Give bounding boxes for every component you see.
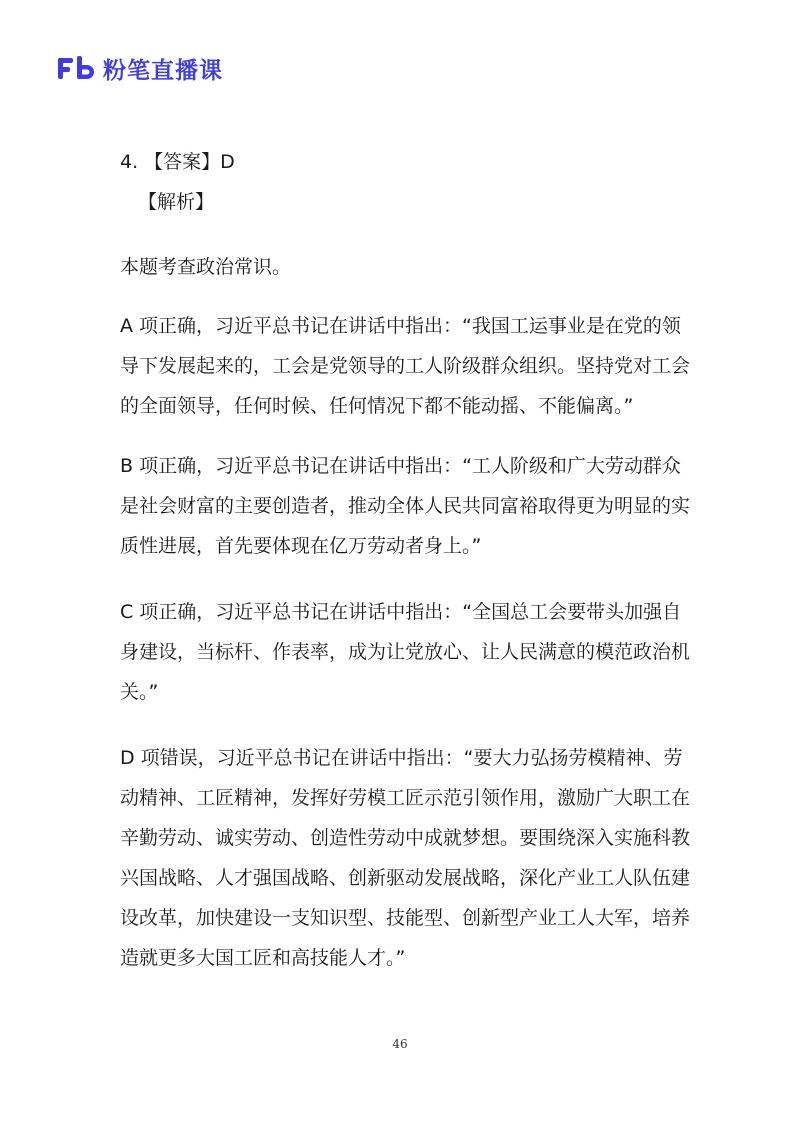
paragraph-line: 造就更多大国工匠和高技能人才。” <box>120 947 406 969</box>
logo-text: 粉笔直播课 <box>103 57 223 84</box>
paragraph-line: 的全面领导，任何时候、任何情况下都不能动摇、不能偏离。” <box>120 395 634 417</box>
analysis-label: 【解析】 <box>138 191 215 213</box>
paragraph-line: 关。” <box>120 681 159 703</box>
page-number: 46 <box>392 1037 408 1051</box>
brand-logo <box>57 52 223 84</box>
paragraph-line: A 项正确，习近平总书记在讲话中指出：“我国工运事业是在党的领 <box>120 315 681 337</box>
paragraph-line: 质性进展，首先要体现在亿万劳动者身上。” <box>120 535 482 557</box>
fb-logo-icon <box>57 55 99 81</box>
paragraph-line: 兴国战略、人才强国战略、创新驱动发展战略，深化产业工人队伍建 <box>120 867 691 889</box>
paragraph-line: C 项正确，习近平总书记在讲话中指出：“全国总工会要带头加强自 <box>120 601 682 623</box>
paragraph-line: 设改革，加快建设一支知识型、技能型、创新型产业工人大军，培养 <box>120 907 691 929</box>
paragraph-line: D 项错误，习近平总书记在讲话中指出：“要大力弘扬劳模精神、劳 <box>120 747 683 769</box>
intro-line: 本题考查政治常识。 <box>120 256 292 278</box>
paragraph-line: 身建设，当标杆、作表率，成为让党放心、让人民满意的模范政治机 <box>120 641 691 663</box>
paragraph-line: 辛勤劳动、诚实劳动、创造性劳动中成就梦想。要围绕深入实施科教 <box>120 827 691 849</box>
paragraph-line: 是社会财富的主要创造者，推动全体人民共同富裕取得更为明显的实 <box>120 495 691 517</box>
paragraph-line: 动精神、工匠精神，发挥好劳模工匠示范引领作用，激励广大职工在 <box>120 787 691 809</box>
paragraph-line: B 项正确，习近平总书记在讲话中指出：“工人阶级和广大劳动群众 <box>120 455 681 477</box>
answer-line: 4. 【答案】D <box>120 151 235 173</box>
paragraph-line: 导下发展起来的，工会是党领导的工人阶级群众组织。坚持党对工会 <box>120 355 691 377</box>
